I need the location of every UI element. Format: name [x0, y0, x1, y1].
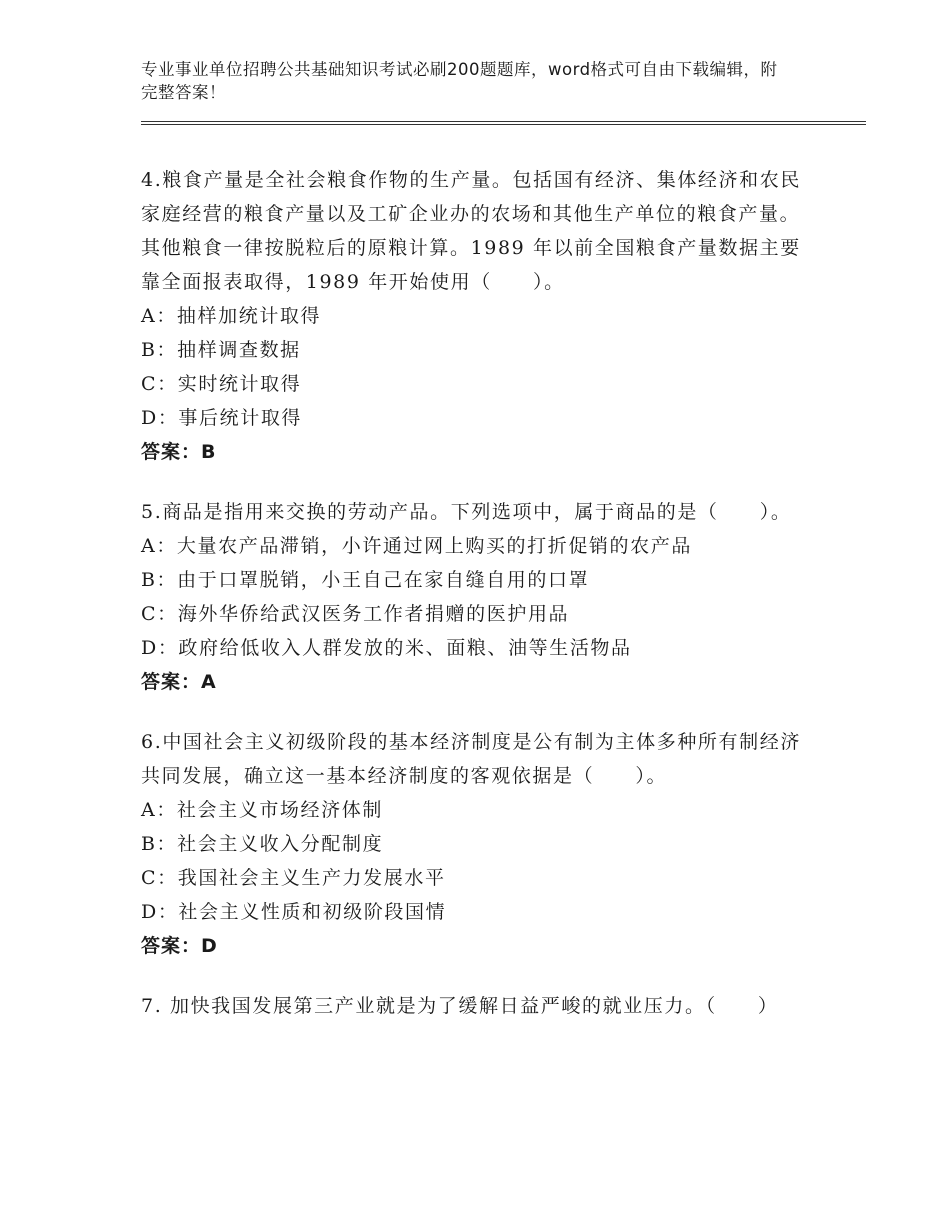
answer-label: 答案：A	[141, 671, 217, 693]
document-header: 专业事业单位招聘公共基础知识考试必刷200题题库，word格式可自由下载编辑，附完整答案！	[141, 60, 778, 102]
question-list	[141, 163, 806, 1049]
answer-label: 答案：B	[141, 441, 217, 463]
question-5	[141, 495, 806, 699]
option-c: C：海外华侨给武汉医务工作者捐赠的医护用品	[141, 603, 570, 625]
option-c: C：我国社会主义生产力发展水平	[141, 867, 446, 889]
option-c: C：实时统计取得	[141, 373, 302, 395]
question-7	[141, 989, 806, 1023]
option-b: B：抽样调查数据	[141, 339, 301, 361]
option-d: D：政府给低收入人群发放的米、面粮、油等生活物品	[141, 637, 632, 659]
question-6	[141, 725, 806, 963]
question-stem: 4.粮食产量是全社会粮食作物的生产量。包括国有经济、集体经济和农民家庭经营的粮食产量以及工矿企业办的农场和其他生产单位的粮食产量。其他粮食一律按脱粒后的原粮计算。1989 年以前全国粮食产量数据主要靠全面报表取得，1989 年开始使用（ ）。	[141, 169, 801, 293]
question-stem: 5.商品是指用来交换的劳动产品。下列选项中，属于商品的是（ ）。	[141, 501, 792, 523]
question-stem: 7. 加快我国发展第三产业就是为了缓解日益严峻的就业压力。（ ）	[141, 995, 779, 1017]
header-rule-top	[141, 121, 866, 122]
option-d: D：事后统计取得	[141, 407, 303, 429]
option-a: A：抽样加统计取得	[141, 305, 322, 327]
option-a: A：大量农产品滞销，小许通过网上购买的打折促销的农产品	[141, 535, 692, 557]
option-b: B：由于口罩脱销，小王自己在家自缝自用的口罩	[141, 569, 590, 591]
question-4	[141, 163, 806, 469]
answer-label: 答案：D	[141, 935, 218, 957]
option-a: A：社会主义市场经济体制	[141, 799, 383, 821]
option-b: B：社会主义收入分配制度	[141, 833, 384, 855]
header-rule-bottom	[141, 124, 866, 125]
option-d: D：社会主义性质和初级阶段国情	[141, 901, 447, 923]
question-stem: 6.中国社会主义初级阶段的基本经济制度是公有制为主体多种所有制经济共同发展，确立这一基本经济制度的客观依据是（ ）。	[141, 731, 801, 787]
